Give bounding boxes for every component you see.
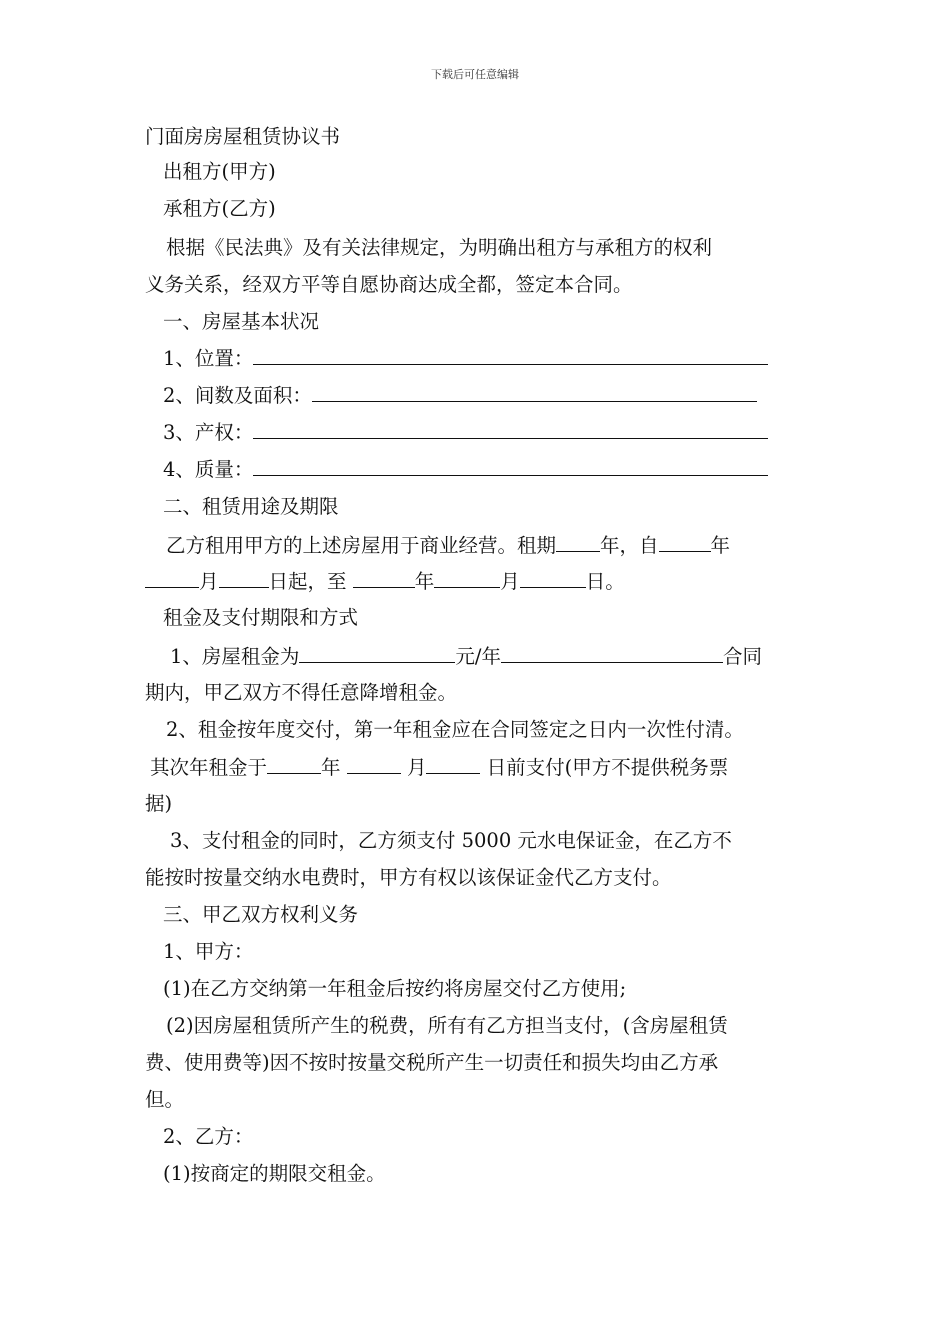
section2-heading: 二、租赁用途及期限	[163, 495, 339, 518]
location-label: 1、位置：	[163, 347, 254, 370]
party-a-label: 1、甲方：	[163, 940, 254, 963]
rent-unit: 元/年	[455, 645, 501, 668]
term-text-b: 年，自	[600, 534, 659, 557]
term-text-h: 日。	[585, 570, 625, 593]
location-row	[163, 346, 833, 371]
term-text-c: 年	[710, 534, 731, 557]
next-rent-day-blank[interactable]	[426, 755, 480, 774]
party-b-label: 2、乙方：	[163, 1125, 254, 1148]
end-month-blank[interactable]	[434, 569, 500, 588]
location-blank[interactable]	[253, 346, 768, 365]
start-year-blank[interactable]	[659, 533, 711, 552]
party-b-duty-1: (1)按商定的期限交租金。	[163, 1162, 386, 1185]
next-rent-month-blank[interactable]	[347, 755, 401, 774]
rent-amount-label: 1、房屋租金为	[170, 645, 300, 668]
next-rent-year-blank[interactable]	[267, 755, 321, 774]
term-line-2	[145, 569, 815, 594]
term-text-d: 月	[199, 570, 219, 593]
rooms-area-blank[interactable]	[312, 383, 757, 402]
term-text-a: 乙方租用甲方的上述房屋用于商业经营。租期	[166, 534, 557, 557]
rent-payment-line-3: 据)	[145, 792, 173, 815]
next-rent-day-text: 日前支付(甲方不提供税务票	[486, 756, 729, 779]
party-a-duty-2-line-2: 费、使用费等)因不按时按量交税所产生一切责任和损失均由乙方承	[145, 1051, 719, 1074]
party-a-duty-2-line-1: (2)因房屋租赁所产生的税费，所有有乙方担当支付，(含房屋租赁	[166, 1014, 728, 1037]
lessor-label: 出租方(甲方)	[163, 160, 276, 183]
rent-text-contract: 合同	[723, 645, 763, 668]
rent-words-blank[interactable]	[501, 644, 723, 663]
deposit-line-1: 3、支付租金的同时，乙方须支付 5000 元水电保证金，在乙方不	[170, 829, 732, 852]
page-header-note: 下载后可任意编辑	[431, 68, 519, 81]
rent-heading: 租金及支付期限和方式	[163, 606, 359, 629]
party-a-duty-2-line-3: 但。	[145, 1088, 185, 1111]
term-line-1	[166, 533, 836, 558]
section1-heading: 一、房屋基本状况	[163, 310, 320, 333]
ownership-row	[163, 420, 833, 445]
start-day-blank[interactable]	[219, 569, 269, 588]
term-text-g: 月	[500, 570, 520, 593]
term-text-f: 年	[414, 570, 435, 593]
intro-line-2: 义务关系，经双方平等自愿协商达成全都，签定本合同。	[145, 273, 633, 296]
term-years-blank[interactable]	[556, 533, 600, 552]
quality-row	[163, 457, 833, 482]
next-rent-year-text: 年	[321, 756, 341, 779]
party-a-duty-1: (1)在乙方交纳第一年租金后按约将房屋交付乙方使用;	[163, 977, 627, 1000]
rent-line-2: 期内，甲乙双方不得任意降增租金。	[145, 681, 458, 704]
rent-line-1	[170, 644, 840, 669]
deposit-line-2: 能按时按量交纳水电费时，甲方有权以该保证金代乙方支付。	[145, 866, 672, 889]
next-rent-month-text: 月	[406, 756, 427, 779]
end-day-blank[interactable]	[520, 569, 586, 588]
rooms-area-label: 2、间数及面积：	[163, 384, 312, 407]
start-month-blank[interactable]	[145, 569, 199, 588]
rent-payment-line-2	[150, 755, 820, 780]
ownership-label: 3、产权：	[163, 421, 254, 444]
document-title: 门面房房屋租赁协议书	[145, 125, 341, 148]
next-rent-label: 其次年租金于	[150, 756, 268, 779]
section3-heading: 三、甲乙双方权利义务	[163, 903, 359, 926]
lessee-label: 承租方(乙方)	[163, 197, 276, 220]
end-year-blank[interactable]	[353, 569, 415, 588]
quality-blank[interactable]	[253, 457, 768, 476]
term-text-e: 日起，至	[268, 570, 347, 593]
quality-label: 4、质量：	[163, 458, 254, 481]
rent-amount-blank[interactable]	[299, 644, 455, 663]
rooms-area-row	[163, 383, 833, 408]
intro-line-1: 根据《民法典》及有关法律规定，为明确出租方与承租方的权利	[166, 236, 713, 259]
rent-payment-line-1: 2、租金按年度交付，第一年租金应在合同签定之日内一次性付清。	[166, 718, 744, 741]
ownership-blank[interactable]	[253, 420, 768, 439]
